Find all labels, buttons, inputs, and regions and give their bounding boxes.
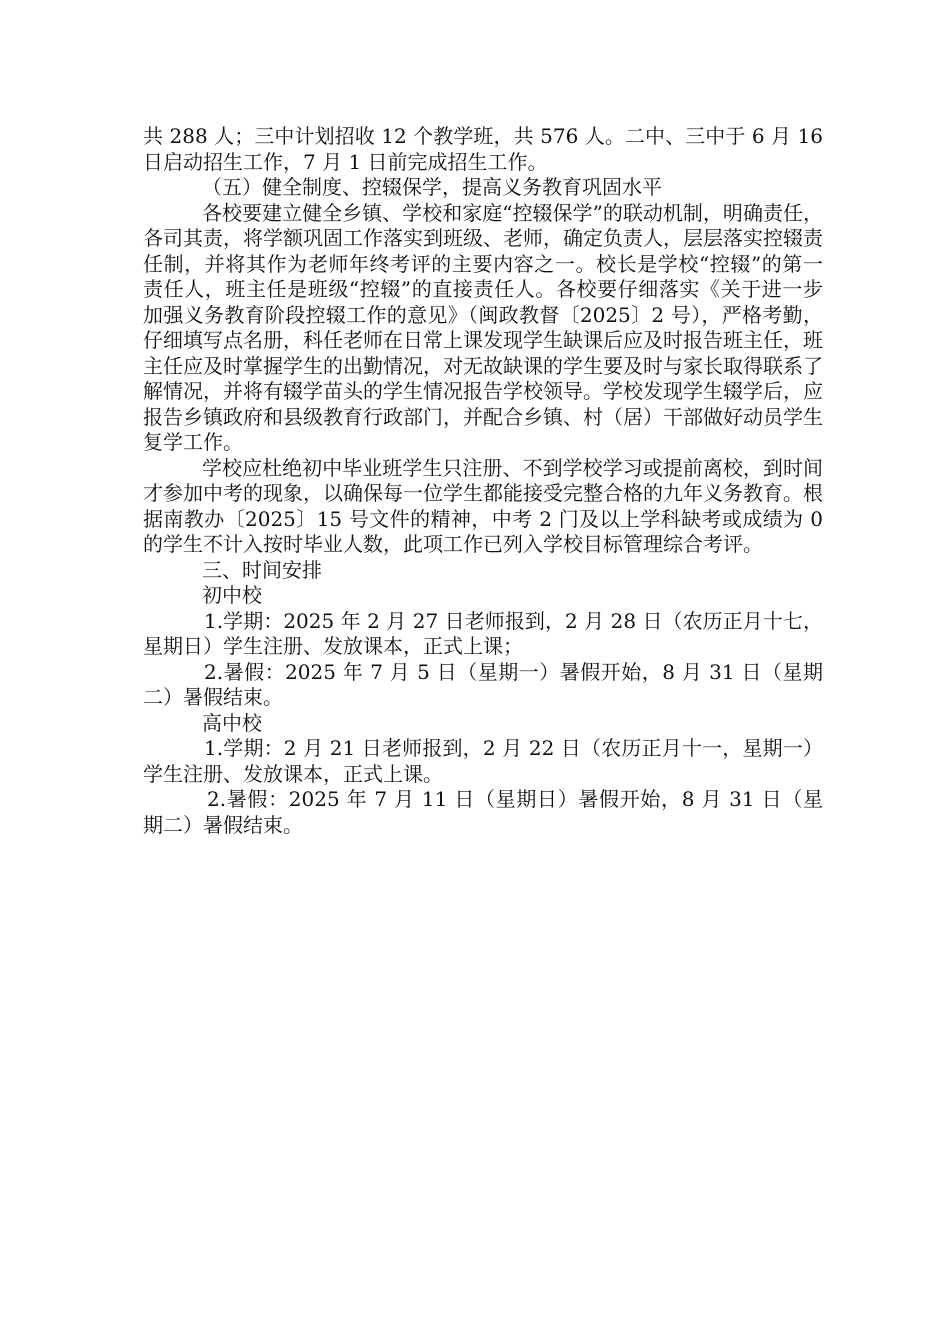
senior-school-semester-item: 1.学期：2 月 21 日老师报到，2 月 22 日（农历正月十一，星期一）学生注册、发放课本，正式上课。 xyxy=(143,736,823,786)
senior-school-summer-item: 2.暑假：2025 年 7 月 11 日（星期日）暑假开始，8 月 31 日（星期二）暑假结束。 xyxy=(143,787,823,837)
section-heading-schedule: 三、时间安排 xyxy=(202,557,322,582)
section-heading-control-dropout: （五）健全制度、控辍保学，提高义务教育巩固水平 xyxy=(202,175,662,199)
paragraph-enrollment-summary: 共 288 人；三中计划招收 12 个教学班，共 576 人。二中、三中于 6 月 16 日启动招生工作，7 月 1 日前完成招生工作。 xyxy=(143,124,823,174)
junior-school-semester-item: 1.学期：2025 年 2 月 27 日老师报到，2 月 28 日（农历正月十七，星期日）学生注册、发放课本，正式上课； xyxy=(143,608,823,658)
subheading-senior-school: 高中校 xyxy=(202,710,262,735)
junior-school-summer-item: 2.暑假：2025 年 7 月 5 日（星期一）暑假开始，8 月 31 日（星期二）暑假结束。 xyxy=(143,659,823,709)
document-page xyxy=(143,124,823,838)
subheading-junior-school: 初中校 xyxy=(202,583,262,607)
paragraph-graduation-requirements: 学校应杜绝初中毕业班学生只注册、不到学校学习或提前离校，到时间才参加中考的现象，以确保每一位学生都能接受完整合格的九年义务教育。根据南教办〔2025〕15 号文件的精神，中考 2 门及以上学科缺考或成绩为 0 的学生不计入按时毕业人数，此项工作已列入学校目标管理综合考评。 xyxy=(143,455,823,556)
paragraph-control-dropout-mechanism: 各校要建立健全乡镇、学校和家庭“控辍保学”的联动机制，明确责任，各司其责，将学额巩固工作落实到班级、老师，确定负责人，层层落实控辍责任制，并将其作为老师年终考评的主要内容之一。校长是学校“控辍”的第一责任人，班主任是班级“控辍”的直接责任人。各校要仔细落实《关于进一步加强义务教育阶段控辍工作的意见》（闽政教督〔2025〕2 号），严格考勤，仔细填写点名册，科任老师在日常上课发现学生缺课后应及时报告班主任，班主任应及时掌握学生的出勤情况，对无故缺课的学生要及时与家长取得联系了解情况，并将有辍学苗头的学生情况报告学校领导。学校发现学生辍学后，应报告乡镇政府和县级教育行政部门，并配合乡镇、村（居）干部做好动员学生复学工作。 xyxy=(143,200,823,454)
